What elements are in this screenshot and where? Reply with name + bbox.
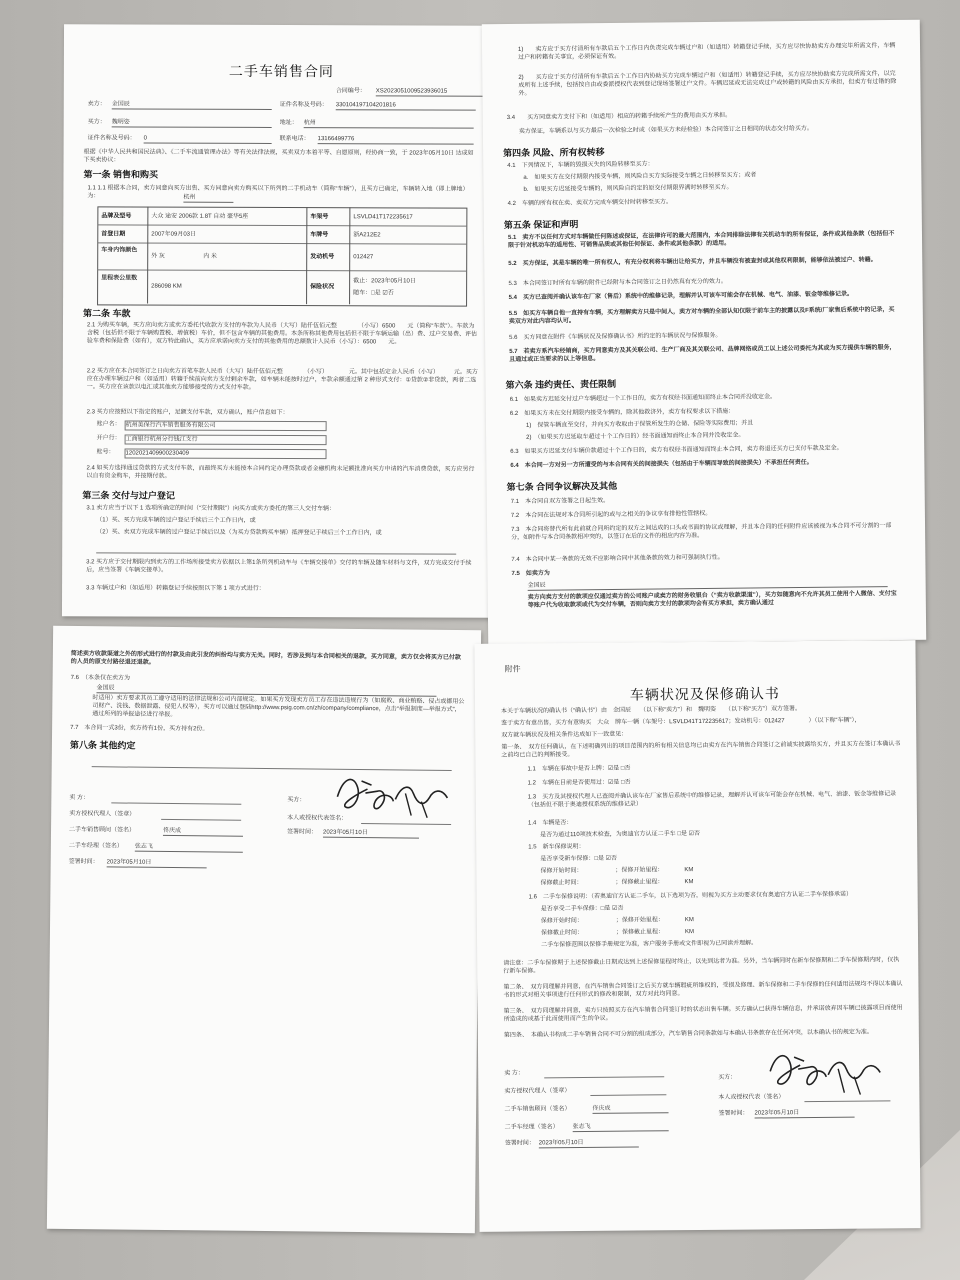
vehicle-condition-confirmation: [474, 640, 920, 1232]
item-1-5: 1.5 新车保修说明：: [528, 843, 585, 851]
article-5-5: 5.5 如买方车辆自他一直持有车辆，买方理解卖方只是中间人，卖方对车辆的全部认知仅限于前车主的披露以及F系统/厂家售后系统中的记录，买卖双方对此内容均认可。: [508, 307, 895, 326]
contract-page-3: [47, 626, 481, 1233]
seller-name-7-5: 金国辰: [528, 578, 888, 591]
color-interior: 内 米: [203, 253, 217, 260]
article-2-heading: 第二条 车款: [83, 308, 131, 319]
payment-channel-continued: 简述卖方收款渠道之外的形式进行的付款及由此引发的纠纷均与卖方无关。同时，若涉及到与本合同相关的退款，买方同意，卖方仅会将买方已付款的人员的原支付路径退还退款。: [70, 650, 461, 666]
engine-label: 发动机号: [310, 254, 335, 261]
article-5-6: 5.6 买方同意在附件《车辆状况及保修确认书》所约定的车辆状况与保修服务。: [509, 332, 722, 342]
confirmation-title: 车辆状况及保修确认书: [629, 685, 780, 703]
seller-date-label-2: 签署时间：: [504, 1140, 535, 1147]
seller-label: 卖方：: [87, 101, 106, 108]
clause-1: 第一条、 双方任何确认，在下述明确列出的项目范围内的所有相关信息均已由卖方在汽车销售合同签订之前诚实披露给买方，并且买方在签订本确认书之前均已自己的判断接受。: [501, 741, 901, 759]
insurance-free: 随车：□是 ☑否: [353, 290, 394, 297]
seller-name: 金国辰: [112, 100, 272, 110]
clause-2: 第二条、 双方同理解并同意，在汽车销售合同签订之后买方就车辆瑕疵所维权的，受损及修理、新车保修和二手车保修的任何适用法规均不得以本确认书的形式对相关事项进行任何形式的修改和限制，双方对此均同意。: [503, 981, 903, 999]
reg-date-label: 首登日期: [101, 231, 126, 238]
seller-sign-label-2: 卖 方：: [504, 1070, 524, 1077]
contract-page-2: [482, 20, 926, 645]
article-6-4: 6.4 本合同一方对另一方所遭受的与本合同有关的间接损失（包括由于车辆而导致的间接损失）不承担任何责任。: [510, 459, 813, 470]
color-label: 车身内饰颜色: [101, 247, 138, 254]
brand-value: 大众 途安 2006款 1.8T 自动 豪华5座: [151, 213, 249, 220]
article-3-2: 3.2 买方应于交付期限内到卖方的工作场所接受卖方依据以上第1条所列机动车与《车辆交接单》交付的车辆及随车材料与文件，双方完成交付手续后，应当签署《车辆交接单》。: [86, 559, 472, 574]
buyer-rep-label: 本人或授权代表签名：: [287, 815, 348, 822]
contract-no: XS2023051009523936015: [376, 87, 488, 96]
seller-rep-label: 卖方授权代理人（签章）: [69, 810, 136, 818]
clause-4: 第四条、 本确认书构成二手车销售合同不可分割的组成部分，汽车销售合同条款如与本确认书条款存在任何冲突，以本确认书的规定为准。: [503, 1029, 873, 1039]
buyer-label: 买方：: [87, 119, 106, 126]
vin-value: LSVLD41T172235617: [353, 214, 413, 221]
article-5-3: 5.3 本合同签订时所有车辆的附件已经附与本合同签订之日仍然真有充分的效力。: [508, 278, 727, 288]
mileage-value: 286098 KM: [151, 283, 182, 290]
phone: 13166499776: [318, 135, 474, 145]
confirmation-intro-2: 鉴于卖方有意出售，买方有意购买 大众 牌车一辆（车架号：LSVLD41T172235617；发动机号：012427 ）（以下称“车辆”），: [501, 717, 861, 727]
article-2-4: 2.4 如买方选择通过贷款的方式支付车款，而最终买方未能按本合同约定办理贷款或者金融机构未足额批准向买方申请的汽车消费贷款，买方应另行以自有资金购车，并按期付款。: [86, 465, 475, 480]
warranty-note: 请注意：二手车保修期于上述保修截止日期或达到上述保修里程时终止，以先到达者为准。另外，当车辆同时在新车保修期和二手车保修期内时，仅执行新车保修。: [503, 957, 900, 975]
article-5-2: 5.2 买方保证，其是车辆的唯一所有权人，有充分权利将车辆出让给买方，并且车辆没有被查封或其他权利限制，能够依法被过户、转籍。: [508, 257, 877, 268]
item-1-2: 1.2 车辆在目前是否使用过：☑是 □否: [527, 779, 631, 787]
color-exterior: 外 灰: [151, 253, 165, 260]
intro-text: 根据《中华人民共和国民法典》、《二手车流通管理办法》等有关法律法规，买卖双方本着平等、自愿原则，经协商一致，于 2023年05月10日 达成如下买卖协议：: [83, 149, 474, 164]
account-name: 杭州美保行汽车销售服务有限公司: [125, 420, 327, 431]
buyer-sign-label: 买方：: [287, 797, 306, 804]
insurance-end: 截止：2023年05月10日: [353, 278, 416, 285]
article-4-heading: 第四条 风险、所有权转移: [503, 147, 605, 159]
buyer-signature: [331, 767, 452, 828]
item-1-5-b: 保修开始时间： ；保修开始里程： KM: [540, 867, 694, 875]
article-4-1: 4.1 下列情况下，车辆的毁损灭失的风险转移至买方：: [507, 161, 654, 170]
plate-value: 浙A212E2: [353, 232, 381, 239]
article-6-heading: 第六条 违约责任、责任限制: [505, 378, 617, 391]
attachment-label: 附件: [504, 664, 521, 674]
seller-rep-label-2: 卖方授权代理人（签章）: [504, 1088, 571, 1095]
engine-value: 012427: [353, 254, 374, 261]
article-6-2-2: 2) （如果买方迟延取车超过十个工作日的）经书面通知而终止本合同并没收定金。: [526, 432, 745, 441]
article-3-1: 3.1 卖方应当于以下 1 选项所确定的时间（“交付期限”）向买方或卖方委托的第三人交付车辆：: [86, 505, 336, 513]
article-3-heading: 第三条 交付与过户登记: [82, 490, 175, 501]
item-1-4: 1.4 车辆是否：: [527, 820, 573, 827]
item-1-5-c: 保修截止时间： ；保修截止里程： KM: [540, 879, 694, 887]
clause-3: 第三条、 双方同理解并同意，卖方只按照买方在汽车销售合同签订时的状态出售车辆。买方确认已获得车辆信息，并承诺放弃因车辆已披露项目而使用所造成的或基于此而使用而产生的争议。: [503, 1005, 903, 1023]
contract-no-label: 合同编号：: [335, 88, 366, 95]
article-6-1: 6.1 如果卖方迟延交付过户车辆超过一个工作日的，卖方有权经书面通知而终止本合同并没收定金。: [509, 394, 777, 404]
article-7-heading: 第七条 合同争议解决及其他: [506, 480, 618, 493]
seller-sign-label: 卖 方：: [69, 794, 90, 802]
article-5-heading: 第五条 保证和声明: [503, 219, 579, 231]
seller-cert-no: 330104197104201816: [336, 101, 476, 110]
payment-channel-notice: 卖方向卖方支付的款项应仅通过卖方的公司账户或卖方的财务收银台（“卖方收款渠道”），买方如随意向不允许其员工使用个人微信、支付宝等账户代为收取款项或代为交付车辆，否则向卖方支付的款项均会有买方承担，卖方确认通过: [527, 590, 897, 609]
seller-date-2: 2023年05月10日: [539, 1139, 639, 1149]
confirmation-intro-1: 本关于车辆状况的确认书（“确认书”）由 金国辰 （以下称“卖方”）和 魏明姿 （以下称“买方”）双方签署。: [501, 706, 802, 715]
account-no-label: 账号：: [96, 449, 115, 456]
account-no: 1202021409900230409: [125, 448, 327, 459]
contract-title: 二手车销售合同: [228, 62, 334, 80]
article-7-2: 7.2 本合同在法规对本合同所引起的或与之相关的争议享有排他性管辖权。: [510, 510, 712, 520]
article-7-5: 7.5 如卖方为: [511, 570, 550, 578]
consultant-label: 二手车销售顾问（签名）: [69, 826, 136, 834]
confirmation-intro-3: 双方就车辆状况及相关条件达成如下一致意见：: [501, 731, 628, 739]
item-1-6-d: 二手车保修范围以保修手册规定为准，客户服务手册或文件即视为已同读并理解。: [541, 940, 758, 949]
account-name-label: 账户名：: [96, 421, 121, 428]
article-2-2: 2.2 买方应在本合同签订之日向卖方首笔车款人民币（大写）陆仟伍佰元整 （小写） 元。其中包括定金人民币（小写） 元。买方应在办理车辆过户和（如适用）转籍手续前向卖方支付剩余车款，如车辆未能按时过户，车款余额通过第 2 种形式支付：①贷款②非贷款，两者二选一。买方应在该款以电汇或其他卖方能够接受的方式支付车款。: [86, 368, 478, 391]
article-4-1-b: b. 如果买方迟延接受车辆的，则风险自约定的原交付期限界满时转移至买方。: [523, 184, 733, 193]
buyer-cert-label: 证件名称及号码：: [87, 135, 136, 142]
manager-name-2: 张志飞: [573, 1122, 669, 1132]
article-7-1: 7.1 本合同自双方签署之日起生效。: [510, 498, 610, 506]
article-2-3: 2.3 买方应按照以下指定的账户，足额支付车款，双方确认，账户信息如下：: [86, 409, 289, 417]
seller-date: 2023年05月10日: [107, 858, 207, 868]
item-1-6: 1.6 二手车保修说明：（若奥迪官方认证二手车，以下选项为否，则视为买方主动要求仅有奥迪官方认证二手车保修承诺）: [528, 891, 853, 901]
transfer-item-1: 1) 卖方应于买方付清所有车款后五个工作日内负责完成车辆过户和（如适用）转籍登记手续，买方应尽快协助卖方办理完毕所需文件，车辆过户和转籍有关事宜，必须保证有效。: [518, 42, 896, 61]
article-3-3: 3.3 车辆过户和（如适用）转籍登记手续按照以下第 1 项方式进行：: [86, 585, 265, 592]
manager-label-2: 二手车经理（签名）: [504, 1124, 559, 1131]
item-1-6-a: 是否享受二手车保修：□是 ☑否: [540, 905, 624, 913]
article-5-4: 5.4 买方已查阅并确认该车在厂家（售后）系统中的维修记录，理解并认可该车可能会存在机械、电气、油漆、钣金等维修记录。: [508, 291, 853, 302]
article-8-heading: 第八条 其他约定: [69, 739, 136, 751]
buyer-date-2: 2023年05月10日: [755, 1109, 855, 1119]
address: 杭州: [304, 119, 474, 129]
manager-name: 张志飞: [135, 843, 243, 853]
transfer-item-3-5: 卖方保证，车辆系以与买方最后一次检验之时或（如果买方未经检验）本合同签订之日相同的状态交付给买方。: [506, 125, 813, 136]
insurance-label: 保险状况: [310, 284, 335, 291]
plate-label: 车牌号: [310, 232, 329, 239]
article-6-2-1: 1) 保管车辆直至交付，并向买方收取由于保管所发生的仓储、保险等实际费用；并且: [525, 420, 754, 429]
consultant-name: 佟庆成: [163, 827, 243, 837]
phone-label: 联系电话：: [279, 135, 310, 143]
destination-city: 杭州: [183, 194, 233, 203]
manager-label: 二手车经理（签名）: [68, 842, 123, 850]
buyer-cert: 0: [144, 135, 272, 144]
buyer-date-label-2: 签署时间：: [718, 1110, 749, 1117]
transfer-item-2: 2) 买方应于买方付清所有车款后五个工作日内协助买方完成车辆过户和（如适用）转籍登记手续，买方应尽快协助卖方完成所需文件，以完成所有上述手续，包括按自由或委派授权代表到登记现场签署过户文件。车辆迟延或无法完成过户或转籍的风险由买方承担，但卖方有过错的除外。: [518, 70, 897, 97]
vin-label: 车架号: [310, 214, 329, 221]
brand-label: 品牌及型号: [101, 213, 132, 220]
contract-page-1: [62, 24, 498, 618]
item-1-3: 1.3 买方及其授权代理人已查阅并确认该车在厂家售后系统中的维修记录，理解并认可该车可能会存在机械、电气、油漆、钣金等维修记录（包括但不限于奥迪授权系统的维修记录）: [527, 791, 897, 809]
article-2-1: 2.1 为购买车辆，买方应向卖方或卖方委托代收款方支付的车款为人民币（大写）陆仟伍佰元整 （小写）6500 元（简称“车款”）。车款为含税（包括但不限于车辆购置税、增值税）车价，但不包含车辆的其他费用。本条所称其他费用包括但不限于车辆运输（出）费、过户交易费、评估验车费和保险费（如有），双方特此确认，买方应承诺向卖方支付的其他费用的总额数计人民币（小写）：6500 元。: [86, 322, 477, 346]
consultant-label-2: 二手车销售顾问（签名）: [504, 1106, 571, 1113]
mileage-label: 里程表公里数: [101, 275, 138, 282]
article-3-1-option-1: （1）买、买方完成车辆的过户登记手续后三个工作日内，或: [96, 517, 256, 524]
article-1-1: 1.1 1.1 根据本合同，卖方同意向买方出售、买方同意向卖方购买以下所列的二手机动车（简称“车辆”），且买方已确定，车辆转入地（即上牌地）为：: [87, 185, 469, 200]
item-1-6-c: 保修截止时间： ；保修截止里程： KM: [540, 929, 695, 937]
article-4-1-a: a. 如果买方在交付期限内接受车辆，则风险自买方实际接受车辆之日转移至买方；或者: [523, 172, 757, 181]
article-5-1: 5.1 卖方不以任何方式对车辆做任何陈述或保证，在法律许可的最大范围内，本合同排除法律有关机动车的所有保证，条件或其他条款（包括但不限于针对机动车的适用性、可销售品质或其他任何保证、条件或其他条款）的适用。: [507, 231, 895, 250]
seller-date-label: 签署时间：: [68, 858, 99, 866]
article-4-2: 4.2 车辆的所有权在卖、卖双方完成车辆交付时转移至买方。: [507, 199, 673, 208]
transfer-item-3-4: 3.4 买方同意卖方支付下和（如适用）相应的转籍手续所产生的费用由买方承担。: [506, 112, 732, 122]
buyer-sign-label-2: 买方：: [718, 1074, 737, 1081]
item-1-1: 1.1 车辆在事故中是否上牌：☑是 □否: [527, 765, 631, 773]
buyer-signature-2: [764, 1042, 885, 1103]
article-6-2: 6.2 如果买方未在交付期限内接受车辆的，除其他救济外，卖方有权要求以下措施：: [509, 408, 735, 418]
address-label: 地址：: [279, 119, 298, 127]
buyer-name: 魏明姿: [112, 118, 272, 128]
article-7-4: 7.4 本合同中某一条款的无效不应影响合同中其他条款的效力和可强制执行性。: [511, 554, 724, 564]
buyer-date: 2023年05月10日: [323, 829, 419, 839]
buyer-rep-label-2: 本人或授权代表（签名）: [718, 1094, 785, 1101]
article-7-6-body: 时适用）卖方要求其员工遵守适用的法律法规和公司内部规定。如果买方发现卖方员工存在违法违规行为（如腐败、商业贿赂、侵占或挪用公司财产、洗钱、数据泄露、侵犯人权等），买方可以通过登陆http://www.psig.com.cn/zh/company/compliance，点击“举报制度—举报方式”，通过所列的举报途径进行举报。: [92, 695, 465, 719]
article-3-1-option-2: （2）买、卖双方完成车辆的过户登记手续后以及（为买方贷款购买车辆）抵押登记手续后三个工作日内，或: [96, 529, 382, 537]
reg-date-value: 2007年09月03日: [151, 231, 197, 238]
article-1-heading: 第一条 销售和购买: [83, 169, 159, 180]
buyer-date-label: 签署时间：: [286, 829, 318, 836]
article-6-3: 6.3 如果买方迟延支付车辆价款超过十个工作日的，卖方有权经书面通知而终止本合同，卖方将退还买方已支付车款及定金。: [510, 445, 843, 456]
item-1-6-b: 保修开始时间： ；保修开始里程： KM: [540, 917, 694, 925]
article-7-6-prefix: 7.6 （本条仅在卖方为: [70, 674, 130, 682]
article-7-3: 7.3 本合同将替代所有此前就合同所约定的双方之间达成的口头或书面的协议或理解，并且本合同的任何附件应该被视为本合同不可分割的一部分，如附件与本合同条款相冲突的，以签订在后的文件的相应内容为准。: [511, 523, 892, 542]
item-1-5-a: 是否享受新车保修：□是 ☑否: [540, 855, 618, 863]
article-7-6-name: 金国辰: [96, 684, 436, 697]
article-7-7: 7.7 本合同一式3份，卖方持有1份，买方持有2份。: [70, 724, 209, 733]
article-5-7: 5.7 若卖方系汽车经销商，买方同意卖方及其关联公司、生产厂商及其关联公司、品牌网络或员工以上述公司委托为其或为买方提供车辆的服务，且通过或正当要求的以上等信息。: [509, 344, 896, 364]
bank-label: 开户行：: [96, 435, 121, 442]
consultant-name-2: 佟庆成: [592, 1104, 668, 1114]
seller-cert-label: 证件名称及号码：: [279, 101, 328, 109]
item-1-4-b: 是否为通过110项技术检查，为奥迪官方认证二手车 □是 ☑否: [540, 830, 701, 839]
bank-name: 工商银行杭州分行钱江支行: [125, 434, 327, 445]
